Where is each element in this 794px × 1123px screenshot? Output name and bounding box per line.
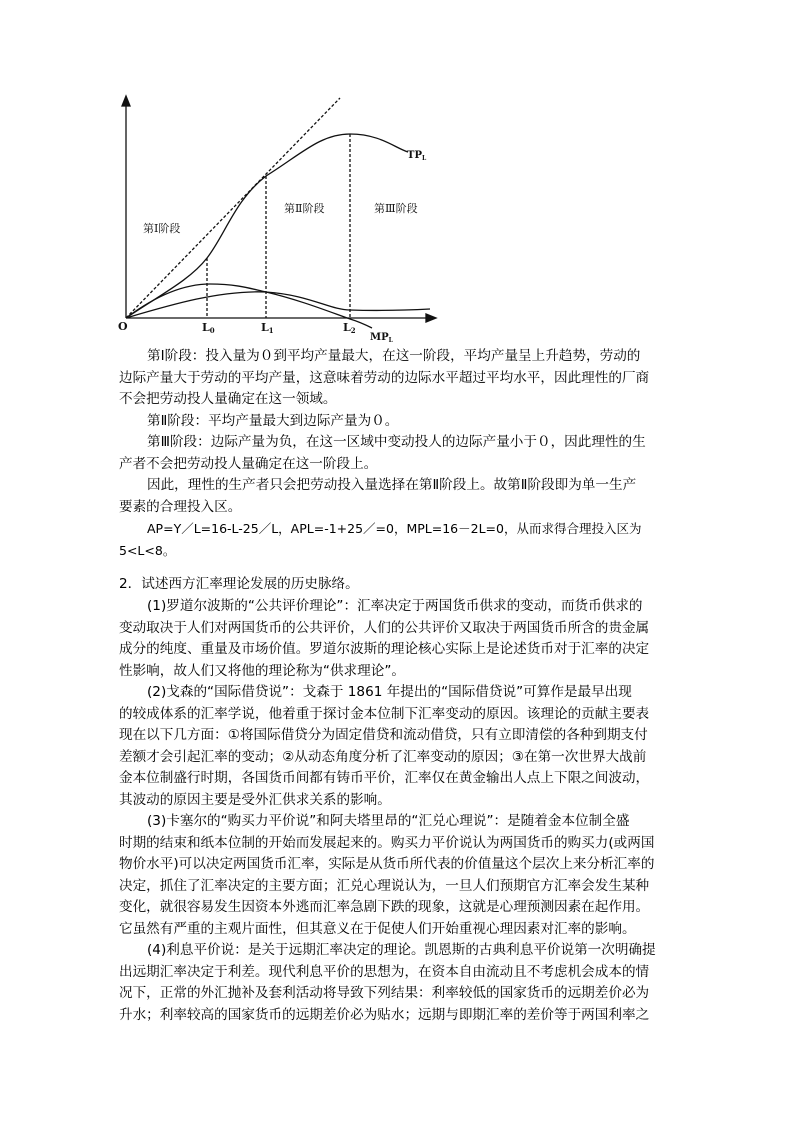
paragraph bbox=[119, 940, 689, 1026]
text-line: 出远期汇率决定于利差。现代利息平价的思想为，在资本自由流动且不考虑机会成本的情 bbox=[119, 963, 650, 980]
paragraph bbox=[119, 475, 689, 518]
text-line: 边际产量大于劳动的平均产量，这意味着劳动的边际水平超过平均水平，因此理性的厂商 bbox=[119, 369, 650, 386]
stage3-label: 第Ⅲ阶段 bbox=[374, 202, 418, 215]
tp-label: $TP_L$ bbox=[407, 150, 427, 162]
text-line: (2)戈森的“国际借贷说”：戈森于 1861 年提出的“国际借贷说”可算作是最早出现 bbox=[147, 684, 632, 700]
text-line: 现在以下几方面：①将国际借贷分为固定借贷和流动借贷，只有立即清偿的各种到期支付 bbox=[119, 727, 648, 743]
text-line: 况下，正常的外汇抛补及套利活动将导致下列结果：利率较低的国家货币的远期差价必为 bbox=[119, 985, 650, 1001]
text-line: 因此，理性的生产者只会把劳动投入量选择在第Ⅱ阶段上。故第Ⅱ阶段即为单一生产 bbox=[147, 477, 637, 493]
paragraph bbox=[119, 518, 689, 561]
text-line: 物价水平)可以决定两国货币汇率，实际是从货币所代表的价值量这个层次上来分析汇率的 bbox=[119, 856, 655, 872]
text-line: 变化，就很容易发生因资本外逃而汇率急剧下跌的现象，这就是心理预测因素在起作用。 bbox=[119, 899, 650, 915]
text-line: (3)卡塞尔的“购买力平价说”和阿夫塔里昂的“汇兑心理说”：是随着金本位制全盛 bbox=[147, 813, 630, 829]
text-line: 第Ⅱ阶段：平均产量最大到边际产量为０。 bbox=[147, 412, 399, 429]
text-line: 第Ⅰ阶段：投入量为０到平均产量最大，在这一阶段，平均产量呈上升趋势，劳动的 bbox=[147, 348, 641, 364]
text-line: 时期的结束和纸本位制的开始而发展起来的。购买力平价说认为两国货币的购买力(或两国 bbox=[119, 834, 655, 851]
text-line: 金本位制盛行时期，各国货币间都有铸币平价，汇率仅在黄金输出人点上下限之间波动， bbox=[119, 770, 650, 786]
text-line: 差额才会引起汇率的变动；②从动态角度分析了汇率变动的原因；③在第一次世界大战前 bbox=[119, 748, 647, 765]
text-line: 的较成体系的汇率学说，他着重于探讨金本位制下汇率变动的原因。该理论的贡献主要表 bbox=[119, 705, 650, 722]
stage1-label: 第Ⅰ阶段 bbox=[143, 222, 181, 235]
text-line: 升水；利率较高的国家货币的远期差价必为贴水；远期与即期汇率的差价等于两国利率之 bbox=[119, 1006, 650, 1023]
text-line: 性影响，故人们又将他的理论称为“供求理论”。 bbox=[119, 662, 405, 679]
y-axis-arrow bbox=[122, 96, 130, 106]
mp-label: $MP_L$ bbox=[370, 332, 393, 344]
mp-curve bbox=[126, 284, 372, 328]
paragraph bbox=[119, 811, 689, 940]
production-stages-diagram bbox=[110, 90, 450, 350]
paragraph bbox=[119, 596, 689, 682]
text-line: 变动取决于人们对两国货币的公共评价，人们的公共评价又取决于两国货币所含的贵金属 bbox=[119, 619, 650, 636]
text-line: 第Ⅲ阶段：边际产量为负，在这一区域中变动投人的边际产量小于０，因此理性的生 bbox=[147, 434, 646, 450]
text-line: 它虽然有严重的主观片面性，但其意义在于促使人们开始重视心理因素对汇率的影响。 bbox=[119, 920, 636, 937]
l2-label: L2 bbox=[343, 321, 356, 335]
paragraph bbox=[119, 432, 689, 475]
l1-label: L1 bbox=[261, 321, 274, 335]
text-line: 决定，抓住了汇率决定的主要方面；汇兑心理说认为，一旦人们预期官方汇率会发生某种 bbox=[119, 877, 650, 894]
text-line: 要素的合理投入区。 bbox=[119, 498, 242, 515]
text-line: 成分的纯度、重量及市场价值。罗道尔波斯的理论核心实际上是论述货币对于汇率的决定 bbox=[119, 641, 650, 657]
stage2-label: 第Ⅱ阶段 bbox=[284, 202, 325, 215]
text-line: 产者不会把劳动投人量确定在这一阶段上。 bbox=[119, 455, 378, 472]
origin-label: O bbox=[118, 320, 128, 333]
text-line: (4)利息平价说：是关于远期汇率决定的理论。凯恩斯的古典利息平价说第一次明确提 bbox=[147, 942, 656, 958]
paragraph bbox=[119, 411, 689, 433]
l0-label: L0 bbox=[202, 321, 215, 335]
ap-curve bbox=[126, 292, 430, 318]
text-line: AP=Y／L=16-L-25／L，APL=-1+25／=0，MPL=16－2L=0，从而求得合理投入区为 bbox=[147, 521, 642, 536]
exchange-rate-theories bbox=[119, 596, 689, 1026]
paragraph bbox=[119, 682, 689, 811]
text-line: 其波动的原因主要是受外汇供求关系的影响。 bbox=[119, 791, 391, 808]
stages-explanation bbox=[119, 346, 689, 561]
x-axis-arrow bbox=[426, 314, 436, 322]
text-line: (1)罗道尔波斯的“公共评价理论”：汇率决定于两国货币供求的变动，而货币供求的 bbox=[147, 598, 643, 614]
paragraph bbox=[119, 346, 689, 411]
text-line: 5<L<8。 bbox=[119, 542, 176, 558]
question-2-title: 2．试述西方汇率理论发展的历史脉络。 bbox=[119, 576, 359, 592]
text-line: 不会把劳动投人量确定在这一领域。 bbox=[119, 391, 337, 407]
